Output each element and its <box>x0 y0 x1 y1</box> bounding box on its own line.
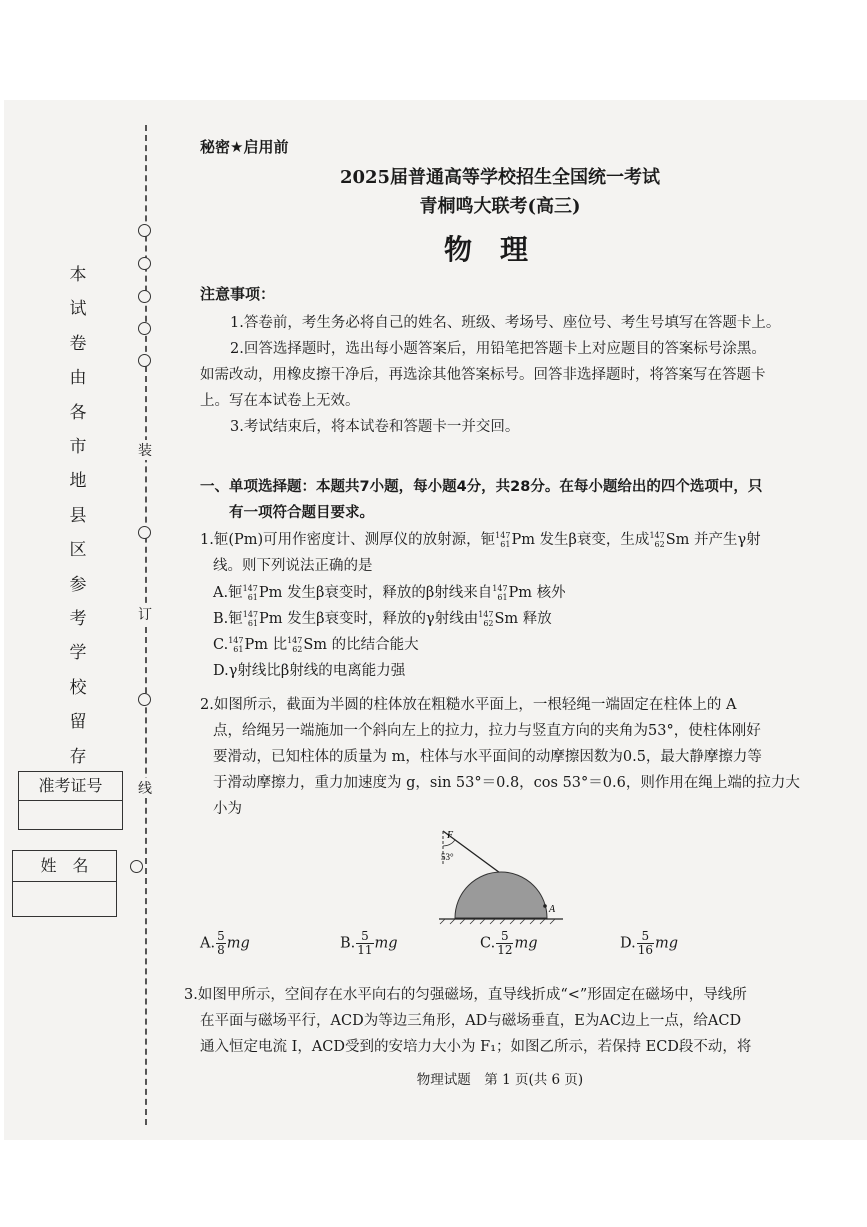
note-item: 1.答卷前，考生务必将自己的姓名、班级、考场号、座位号、考生号填写在答题卡上。 <box>230 315 781 331</box>
q2-option-d[interactable]: D. $\frac{5}{16}$ mg <box>620 929 679 957</box>
notes-heading: 注意事项： <box>200 285 276 303</box>
ground-hatching <box>440 919 555 924</box>
binding-hole <box>130 860 143 873</box>
exam-id-field[interactable] <box>19 801 122 829</box>
point-a <box>543 904 547 908</box>
secret-label: 秘密★启用前 <box>200 138 289 156</box>
note-item: 如需改动，用橡皮擦干净后，再选涂其他答案标号。回答非选择题时，将答案写在答题卡 <box>200 367 766 383</box>
name-box[interactable] <box>12 850 117 917</box>
binding-hole <box>138 224 151 237</box>
q1-option-d[interactable]: D.γ射线比β射线的电离能力强 <box>213 663 406 679</box>
angle-label: 53° <box>441 852 454 862</box>
question-2-stem: 2.如图所示，截面为半圆的柱体放在粗糙水平面上，一根轻绳一端固定在柱体上的 A <box>200 697 737 713</box>
note-item: 2.回答选择题时，选出每小题答案后，用铅笔把答题卡上对应题目的答案标号涂黑。 <box>230 341 766 357</box>
subject-title: 物理 <box>443 233 556 266</box>
q2-choices <box>200 930 820 970</box>
exam-id-label: 准考证号 <box>19 772 122 801</box>
binding-hole <box>138 526 151 539</box>
q1-option-a[interactable]: A.钷 147 61 Pm 发生β衰变时，释放的β射线来自 147 61 Pm 核外 <box>213 584 566 602</box>
section-heading: 一、单项选择题：本题共7小题，每小题4分，共28分。在每小题给出的四个选项中，只 <box>200 479 763 495</box>
binding-hole <box>138 322 151 335</box>
binding-word-ding: 订 <box>138 604 152 624</box>
q1-option-c[interactable]: C. 147 61 Pm 比 147 62 Sm 的比结合能大 <box>213 636 419 654</box>
question-3-stem: 通入恒定电流 I，ACD受到的安培力大小为 F₁；如图乙所示，若保持 ECD段不动，将 <box>200 1039 752 1055</box>
force-label: F <box>447 830 454 841</box>
binding-hole <box>138 290 151 303</box>
question-2-stem: 小为 <box>213 801 242 817</box>
question-3-stem: 在平面与磁场平行，ACD为等边三角形，AD与磁场垂直，E为AC边上一点，给ACD <box>200 1013 742 1029</box>
question-2-stem: 于滑动摩擦力，重力加速度为 g，sin 53°＝0.8，cos 53°＝0.6，则作用在绳上端的拉力大 <box>213 775 800 791</box>
binding-word-xian: 线 <box>138 778 152 798</box>
half-cylinder <box>455 872 547 918</box>
q1-option-b[interactable]: B.钷 147 61 Pm 发生β衰变时，释放的γ射线由 147 62 Sm 释放 <box>213 610 552 628</box>
sm-isotope: 147 62 <box>649 531 665 549</box>
q2-option-a[interactable]: A. $\frac{5}{8}$ mg <box>200 929 250 957</box>
q2-figure <box>425 826 575 926</box>
q2-option-b[interactable]: B. $\frac{5}{11}$ mg <box>340 929 398 957</box>
exam-title: 2025届普通高等学校招生全国统一考试 <box>339 167 661 188</box>
binding-dashed-line <box>145 125 147 1125</box>
question-1-stem-cont: 线。则下列说法正确的是 <box>213 558 373 574</box>
point-a-label: A <box>549 904 556 915</box>
page-footer: 物理试题 第 1 页(共 6 页) <box>416 1072 584 1088</box>
binding-hole <box>138 693 151 706</box>
binding-word-zhuang: 装 <box>138 440 152 460</box>
question-2-stem: 点，给绳另一端施加一个斜向左上的拉力，拉力与竖直方向的夹角为53°，使柱体刚好 <box>213 723 761 739</box>
binding-hole <box>138 257 151 270</box>
note-item: 上。写在本试卷上无效。 <box>200 393 360 409</box>
name-field[interactable] <box>13 882 116 916</box>
note-item: 3.考试结束后，将本试卷和答题卡一并交回。 <box>230 419 520 435</box>
pm-isotope: 147 61 <box>495 531 511 549</box>
exam-subtitle: 青桐鸣大联考(高三) <box>419 196 581 217</box>
exam-id-box[interactable] <box>18 771 123 830</box>
section-heading-cont: 有一项符合题目要求。 <box>229 505 374 521</box>
margin-vertical-notice: 本 试 卷 由 各 市 地 县 区 参 考 学 校 留 存 <box>69 265 87 767</box>
binding-hole <box>138 354 151 367</box>
question-1-stem: 1.钷(Pm)可用作密度计、测厚仪的放射源，钷 147 61 Pm 发生β衰变，生成 147 62 Sm 并产生γ射 <box>200 531 761 549</box>
question-2-stem: 要滑动，已知柱体的质量为 m，柱体与水平面间的动摩擦因数为0.5，最大静摩擦力等 <box>213 749 762 765</box>
name-label: 姓 名 <box>13 851 116 882</box>
question-3-stem: 3.如图甲所示，空间存在水平向右的匀强磁场，直导线折成“<”形固定在磁场中，导线所 <box>184 987 747 1003</box>
q2-option-c[interactable]: C. $\frac{5}{12}$ mg <box>480 929 538 957</box>
